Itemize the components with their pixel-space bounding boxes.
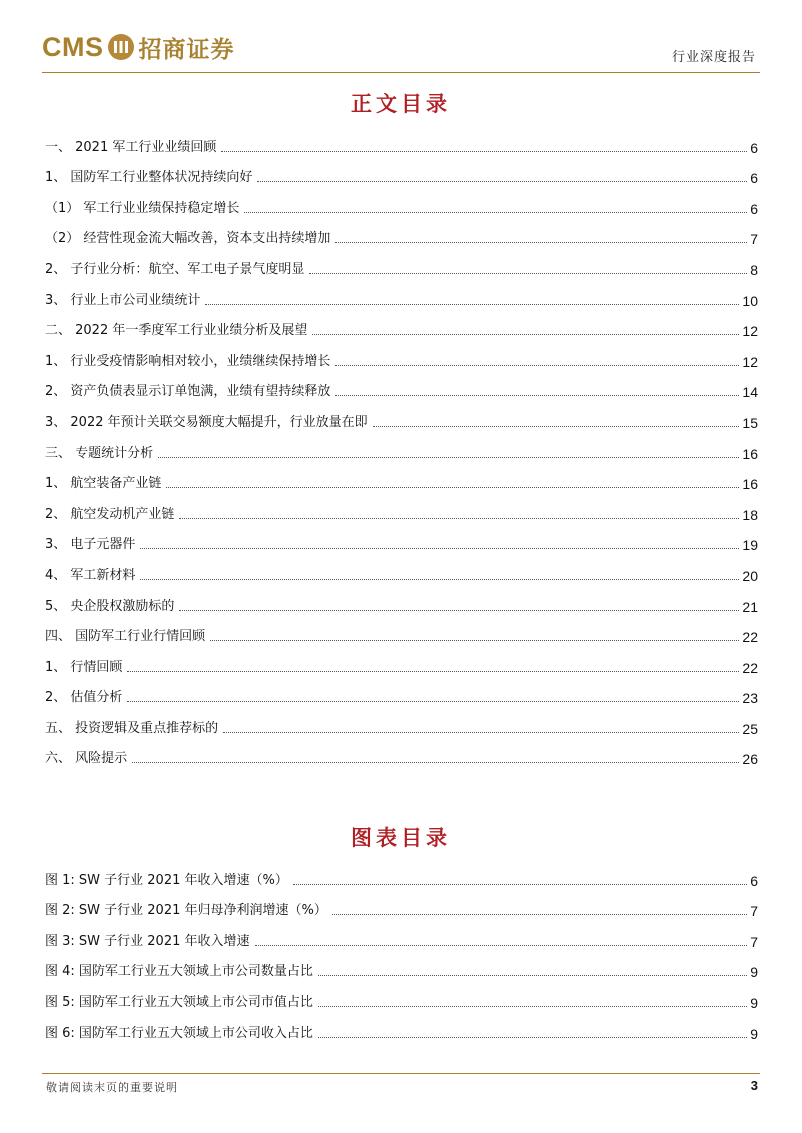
main-toc-entry[interactable] xyxy=(45,737,758,768)
toc-entry-page-number[interactable]: 7 xyxy=(750,903,758,920)
toc-entry-label[interactable]: 图 6: 国防军工行业五大领域上市公司收入占比 xyxy=(45,1025,313,1041)
toc-entry-page-number[interactable]: 25 xyxy=(742,720,758,737)
main-toc-entry[interactable] xyxy=(45,278,758,309)
toc-dot-leader xyxy=(312,334,739,335)
toc-entry-label[interactable]: 5、 央企股权激励标的 xyxy=(45,598,175,614)
toc-dot-leader xyxy=(210,640,739,641)
page-header xyxy=(0,0,802,76)
toc-entry-label[interactable]: 三、 专题统计分析 xyxy=(45,445,154,461)
main-toc-entry[interactable] xyxy=(45,125,758,156)
toc-entry-label[interactable]: 1、 国防军工行业整体状况持续向好 xyxy=(45,170,253,186)
toc-entry-page-number[interactable]: 10 xyxy=(742,292,758,309)
figure-toc-title: 图表目录 xyxy=(351,825,451,850)
toc-entry-page-number[interactable]: 15 xyxy=(742,414,758,431)
main-toc-entry[interactable] xyxy=(45,247,758,278)
toc-entry-page-number[interactable]: 19 xyxy=(742,537,758,554)
toc-entry-page-number[interactable]: 20 xyxy=(742,567,758,584)
toc-dot-leader xyxy=(373,426,740,427)
toc-entry-page-number[interactable]: 22 xyxy=(742,629,758,646)
toc-dot-leader xyxy=(244,212,747,213)
toc-dot-leader xyxy=(318,1037,747,1038)
logo-text: CMS xyxy=(42,31,104,62)
toc-dot-leader xyxy=(332,914,747,915)
main-toc-entry[interactable] xyxy=(45,615,758,646)
toc-dot-leader xyxy=(127,701,739,702)
toc-entry-page-number[interactable]: 26 xyxy=(742,751,758,768)
toc-entry-page-number[interactable]: 6 xyxy=(750,872,758,889)
toc-dot-leader xyxy=(223,732,739,733)
document-type: 行业深度报告 xyxy=(671,50,756,65)
figure-toc-entry[interactable] xyxy=(45,1011,758,1042)
toc-entry-label[interactable]: 3、 电子元器件 xyxy=(45,537,136,553)
figure-toc-entry[interactable] xyxy=(45,950,758,981)
toc-entry-page-number[interactable]: 21 xyxy=(742,598,758,615)
main-toc-entry[interactable] xyxy=(45,584,758,615)
main-toc-entry[interactable] xyxy=(45,676,758,707)
toc-entry-page-number[interactable]: 7 xyxy=(750,231,758,248)
toc-entry-page-number[interactable]: 18 xyxy=(742,506,758,523)
toc-dot-leader xyxy=(205,304,739,305)
toc-dot-leader xyxy=(318,975,747,976)
logo-chinese-name: 招商证券 xyxy=(138,35,235,63)
toc-entry-label[interactable]: 2、 资产负债表显示订单饱满，业绩有望持续释放 xyxy=(45,384,331,400)
main-toc-entry[interactable] xyxy=(45,309,758,340)
toc-entry-page-number[interactable]: 14 xyxy=(742,384,758,401)
toc-entry-label[interactable]: 图 5: 国防军工行业五大领域上市公司市值占比 xyxy=(45,994,313,1010)
main-toc-entry[interactable] xyxy=(45,400,758,431)
toc-entry-label[interactable]: （1） 军工行业业绩保持稳定增长 xyxy=(45,200,240,216)
main-toc-entry[interactable] xyxy=(45,186,758,217)
main-toc-entry[interactable] xyxy=(45,492,758,523)
toc-entry-page-number[interactable]: 7 xyxy=(750,933,758,950)
toc-entry-label[interactable]: 4、 军工新材料 xyxy=(45,567,136,583)
toc-dot-leader xyxy=(158,457,739,458)
toc-dot-leader xyxy=(257,181,747,182)
toc-dot-leader xyxy=(132,762,739,763)
toc-entry-label[interactable]: 3、 2022 年预计关联交易额度大幅提升，行业放量在即 xyxy=(45,414,368,430)
main-toc-entry[interactable] xyxy=(45,431,758,462)
toc-entry-page-number[interactable]: 9 xyxy=(750,1025,758,1042)
main-toc-entry[interactable] xyxy=(45,523,758,554)
footer-disclaimer-note: 敬请阅读末页的重要说明 xyxy=(46,1081,178,1094)
toc-entry-label[interactable]: 图 4: 国防军工行业五大领域上市公司数量占比 xyxy=(45,964,313,980)
figure-toc-entry[interactable] xyxy=(45,889,758,920)
toc-dot-leader xyxy=(127,671,739,672)
toc-entry-label[interactable]: 六、 风险提示 xyxy=(45,751,128,767)
main-toc-entry[interactable] xyxy=(45,339,758,370)
main-toc-entry[interactable] xyxy=(45,553,758,584)
toc-entry-label[interactable]: 图 3: SW 子行业 2021 年收入增速 xyxy=(45,933,250,949)
header-divider xyxy=(42,72,760,73)
toc-entry-label[interactable]: 1、 行业受疫情影响相对较小，业绩继续保持增长 xyxy=(45,353,331,369)
toc-dot-leader xyxy=(335,242,747,243)
main-toc-title: 正文目录 xyxy=(351,91,451,116)
toc-dot-leader xyxy=(293,884,747,885)
main-toc-list xyxy=(45,125,758,767)
company-logo xyxy=(42,30,235,64)
toc-entry-page-number[interactable]: 16 xyxy=(742,476,758,493)
toc-entry-label[interactable]: 2、 航空发动机产业链 xyxy=(45,506,175,522)
figure-toc-entry[interactable] xyxy=(45,919,758,950)
toc-dot-leader xyxy=(309,273,747,274)
figure-toc-entry[interactable] xyxy=(45,858,758,889)
toc-entry-label[interactable]: 一、 2021 军工行业业绩回顾 xyxy=(45,139,217,155)
toc-entry-page-number[interactable]: 12 xyxy=(742,353,758,370)
toc-entry-label[interactable]: 图 2: SW 子行业 2021 年归母净利润增速（%） xyxy=(45,903,327,919)
toc-entry-page-number[interactable]: 12 xyxy=(742,323,758,340)
toc-dot-leader xyxy=(335,365,739,366)
toc-dot-leader xyxy=(140,548,739,549)
toc-entry-label[interactable]: 图 1: SW 子行业 2021 年收入增速（%） xyxy=(45,872,288,888)
toc-entry-page-number[interactable]: 6 xyxy=(750,200,758,217)
main-toc-entry[interactable] xyxy=(45,217,758,248)
toc-entry-page-number[interactable]: 6 xyxy=(750,139,758,156)
toc-entry-page-number[interactable]: 9 xyxy=(750,994,758,1011)
toc-entry-label[interactable]: 3、 行业上市公司业绩统计 xyxy=(45,292,201,308)
toc-entry-label[interactable]: 2、 子行业分析：航空、军工电子景气度明显 xyxy=(45,261,305,277)
toc-entry-page-number[interactable]: 8 xyxy=(750,261,758,278)
toc-entry-page-number[interactable]: 9 xyxy=(750,964,758,981)
page-number: 3 xyxy=(750,1078,758,1093)
toc-entry-page-number[interactable]: 16 xyxy=(742,445,758,462)
toc-dot-leader xyxy=(166,487,739,488)
toc-entry-page-number[interactable]: 22 xyxy=(742,659,758,676)
toc-dot-leader xyxy=(140,579,739,580)
toc-dot-leader xyxy=(318,1006,747,1007)
toc-entry-page-number[interactable]: 6 xyxy=(750,170,758,187)
toc-dot-leader xyxy=(221,151,747,152)
toc-entry-label[interactable]: 五、 投资逻辑及重点推荐标的 xyxy=(45,720,219,736)
toc-entry-label[interactable]: 1、 行情回顾 xyxy=(45,659,123,675)
toc-entry-label[interactable]: （2） 经营性现金流大幅改善，资本支出持续增加 xyxy=(45,231,331,247)
figure-toc-list xyxy=(45,858,758,1042)
toc-dot-leader xyxy=(179,610,739,611)
logo-badge-icon xyxy=(108,34,134,60)
toc-entry-label[interactable]: 四、 国防军工行业行情回顾 xyxy=(45,629,206,645)
figure-toc-entry[interactable] xyxy=(45,980,758,1011)
main-toc-entry[interactable] xyxy=(45,156,758,187)
toc-dot-leader xyxy=(255,945,748,946)
main-toc-entry[interactable] xyxy=(45,645,758,676)
toc-entry-page-number[interactable]: 23 xyxy=(742,690,758,707)
toc-dot-leader xyxy=(335,395,739,396)
toc-entry-label[interactable]: 1、 航空装备产业链 xyxy=(45,476,162,492)
toc-entry-label[interactable]: 2、 估值分析 xyxy=(45,690,123,706)
toc-entry-label[interactable]: 二、 2022 年一季度军工行业业绩分析及展望 xyxy=(45,323,308,339)
footer-divider xyxy=(42,1073,760,1074)
toc-dot-leader xyxy=(179,518,739,519)
main-toc-entry[interactable] xyxy=(45,706,758,737)
main-toc-entry[interactable] xyxy=(45,370,758,401)
main-toc-entry[interactable] xyxy=(45,462,758,493)
